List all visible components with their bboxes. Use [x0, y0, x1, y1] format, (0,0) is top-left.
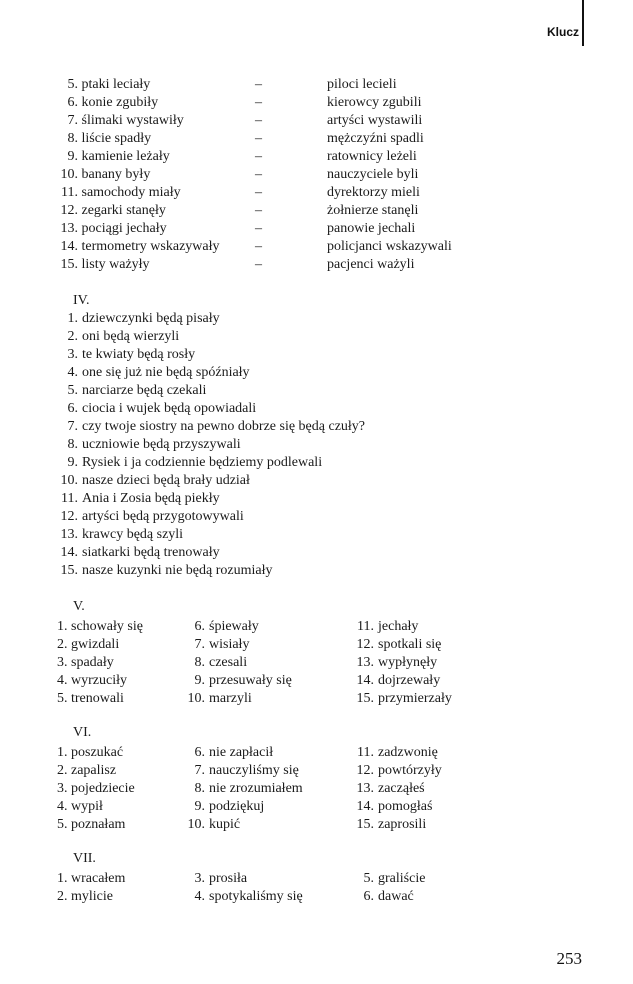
section-heading: V. — [73, 599, 85, 614]
list-item: 10. nasze dzieci będą brały udział — [60, 473, 250, 488]
answer-cell: 14. pomogłaś — [356, 799, 433, 814]
answer-cell: 10. marzyli — [187, 691, 252, 706]
answer-cell: 2. gwizdali — [57, 637, 120, 652]
answer-cell: 15. zaprosili — [356, 817, 427, 832]
list-item: 13. krawcy będą szyli — [60, 527, 184, 542]
header-rule — [582, 0, 584, 46]
answer-cell: 1. poszukać — [57, 745, 124, 760]
answer-cell: 10. kupić — [187, 817, 241, 832]
answer-cell: 7. wisiały — [194, 637, 250, 652]
list-item: 9. Rysiek i ja codziennie będziemy podlewali — [67, 455, 323, 470]
answer-cell: 3. spadały — [57, 655, 114, 670]
answer-cell: 6. nie zapłacił — [194, 745, 274, 760]
list-item: 3. te kwiaty będą rosły — [67, 347, 196, 362]
answer-cell: 2. mylicie — [57, 889, 113, 904]
answer-cell: 11. jechały — [357, 619, 419, 634]
list-item: 14. siatkarki będą trenowały — [60, 545, 220, 560]
answer-cell: 12. powtórzyły — [356, 763, 442, 778]
list-item: 1. dziewczynki będą pisały — [67, 311, 220, 326]
list-item: 8. uczniowie będą przyszywali — [67, 437, 241, 452]
answer-cell: 12. spotkali się — [356, 637, 442, 652]
answer-cell: 13. zacząłeś — [356, 781, 425, 796]
answer-cell: 9. podziękuj — [194, 799, 265, 814]
list-item: 2. oni będą wierzyli — [67, 329, 180, 344]
section-heading: IV. — [73, 293, 90, 308]
list-item: 11. Ania i Zosia będą piekły — [61, 491, 220, 506]
answer-cell: 6. śpiewały — [194, 619, 259, 634]
list-item: 7. czy twoje siostry na pewno dobrze się będą czuły? — [67, 419, 366, 434]
section-heading: VI. — [73, 725, 92, 740]
answer-cell: 11. zadzwonię — [357, 745, 438, 760]
answer-cell: 8. nie zrozumiałem — [194, 781, 303, 796]
answer-cell: 5. poznałam — [57, 817, 126, 832]
answer-cell: 4. wypił — [57, 799, 103, 814]
answer-cell: 5. graliście — [363, 871, 426, 886]
list-item: 12. artyści będą przygotowywali — [60, 509, 244, 524]
list-item: 4. one się już nie będą spóźniały — [67, 365, 250, 380]
answer-cell: 7. nauczyliśmy się — [194, 763, 299, 778]
answer-cell: 1. wracałem — [57, 871, 126, 886]
running-header: Klucz — [546, 25, 579, 39]
section-heading: VII. — [73, 851, 96, 866]
answer-cell: 14. dojrzewały — [356, 673, 441, 688]
answer-cell: 8. czesali — [194, 655, 248, 670]
answer-cell: 13. wypłynęły — [356, 655, 438, 670]
answer-cell: 4. wyrzuciły — [57, 673, 127, 688]
answer-cell: 4. spotykaliśmy się — [194, 889, 303, 904]
list-item: 5. narciarze będą czekali — [67, 383, 207, 398]
answer-cell: 3. pojedziecie — [57, 781, 135, 796]
answer-cell: 9. przesuwały się — [194, 673, 292, 688]
answer-cell: 1. schowały się — [57, 619, 143, 634]
answer-cell: 6. dawać — [363, 889, 414, 904]
list-item: 6. ciocia i wujek będą opowiadali — [67, 401, 257, 416]
answer-cell: 5. trenowali — [57, 691, 124, 706]
answer-cell: 3. prosiła — [194, 871, 248, 886]
answer-cell: 2. zapalisz — [57, 763, 117, 778]
list-item: 15. nasze kuzynki nie będą rozumiały — [60, 563, 273, 578]
answer-cell: 15. przymierzały — [356, 691, 452, 706]
page-number: 253 — [556, 949, 582, 968]
